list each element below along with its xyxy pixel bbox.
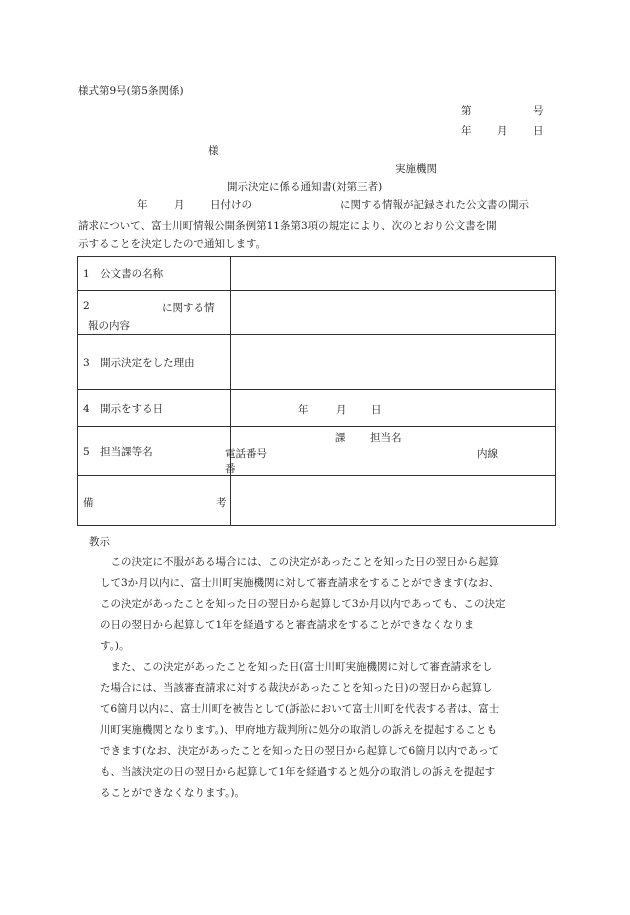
row4-day: 日	[371, 404, 382, 416]
row-value	[231, 390, 556, 427]
date-day: 日	[533, 125, 544, 137]
paragraph-line: す。)。	[100, 640, 130, 652]
notice-heading: 教示	[89, 536, 110, 548]
row5-naisen: 内線	[477, 448, 498, 460]
row-label	[78, 335, 231, 390]
number-suffix: 号	[533, 105, 544, 117]
row-value	[231, 476, 556, 526]
addressee-suffix: 様	[208, 145, 219, 157]
row3-label: 3 開示決定をした理由	[83, 356, 195, 369]
date-year: 年	[461, 125, 472, 137]
row6-label-a: 備	[83, 497, 94, 509]
date-month: 月	[497, 125, 508, 137]
row4-year: 年	[298, 404, 309, 416]
row-label	[78, 257, 231, 291]
row4-label: 4 開示をする日	[83, 402, 164, 415]
form-label: 様式第9号(第5条関係)	[78, 85, 184, 97]
paragraph-line: の日の翌日から起算して1年を経過すると審査請求をすることができなくなりま	[100, 619, 475, 631]
intro-month: 月	[174, 199, 185, 211]
paragraph-line: も、当該決定の日の翌日から起算して1年を経過すると処分の取消しの訴えを提起す	[100, 766, 496, 778]
paragraph-line: た場合には、当該審査請求に対する裁決があったことを知った日)の翌日から起算し	[100, 682, 493, 694]
row-value	[231, 257, 556, 291]
paragraph-line: して3か月以内に、富士川町実施機関に対して審査請求をすることができます(なお、	[100, 577, 500, 589]
table-row	[78, 257, 556, 291]
table-row	[78, 390, 556, 427]
row5-ban: 番	[225, 463, 236, 475]
table-row	[78, 427, 556, 476]
paragraph-line: 川町実施機関となります。)、甲府地方裁判所に処分の取消しの訴えを提起することも	[100, 724, 498, 736]
number-prefix: 第	[461, 105, 472, 117]
row2-number: 2	[83, 300, 90, 312]
row-value	[231, 335, 556, 390]
table-row	[78, 291, 556, 335]
disclosure-table	[77, 256, 556, 526]
table-row	[78, 335, 556, 390]
row5-label: 5 担当課等名	[83, 445, 153, 458]
paragraph-line: この決定に不服がある場合には、この決定があったことを知った日の翌日から起算	[100, 556, 499, 568]
row5-tel: 電話番号	[225, 448, 267, 460]
row-label	[78, 427, 231, 476]
sender: 実施機関	[395, 163, 437, 175]
paragraph-line: できます(なお、決定があったことを知った日の翌日から起算して6箇月以内であって	[100, 745, 500, 757]
intro-line2: 請求について、富士川町情報公開条例第11条第3項の規定により、次のとおり公文書を開	[78, 220, 497, 232]
row-label	[78, 476, 231, 526]
table-row	[78, 476, 556, 526]
row-label	[78, 390, 231, 427]
row2-label-a: に関する情	[162, 302, 215, 314]
notice-paragraph-1	[100, 552, 578, 657]
page-title: 開示決定に係る通知書(対第三者)	[227, 181, 383, 193]
paragraph-line: ることができなくなります。)。	[100, 787, 246, 799]
paragraph-line: この決定があったことを知った日の翌日から起算して3か月以内であっても、この決定	[100, 598, 506, 610]
row-value	[225, 427, 556, 476]
intro-line3: 示することを決定したので通知します。	[78, 238, 267, 250]
row4-month: 月	[336, 404, 347, 416]
row2-label-b: 報の内容	[88, 320, 130, 332]
row5-tanto: 担当名	[370, 432, 402, 444]
intro-about: に関する情報が記録された公文書の開示	[340, 199, 529, 211]
row6-label-b: 考	[216, 497, 227, 509]
paragraph-line: て6箇月以内に、富士川町を被告として(訴訟において富士川町を代表する者は、富士	[100, 703, 500, 715]
row1-label: 1 公文書の名称	[83, 268, 164, 280]
intro-dated: 日付けの	[210, 199, 252, 211]
intro-year: 年	[137, 199, 148, 211]
row-value	[231, 291, 556, 335]
notice-paragraph-2	[100, 657, 578, 804]
row5-ka: 課	[335, 432, 346, 444]
paragraph-line: また、この決定があったことを知った日(富士川町実施機関に対して審査請求をし	[100, 661, 493, 673]
row-label	[78, 291, 231, 335]
